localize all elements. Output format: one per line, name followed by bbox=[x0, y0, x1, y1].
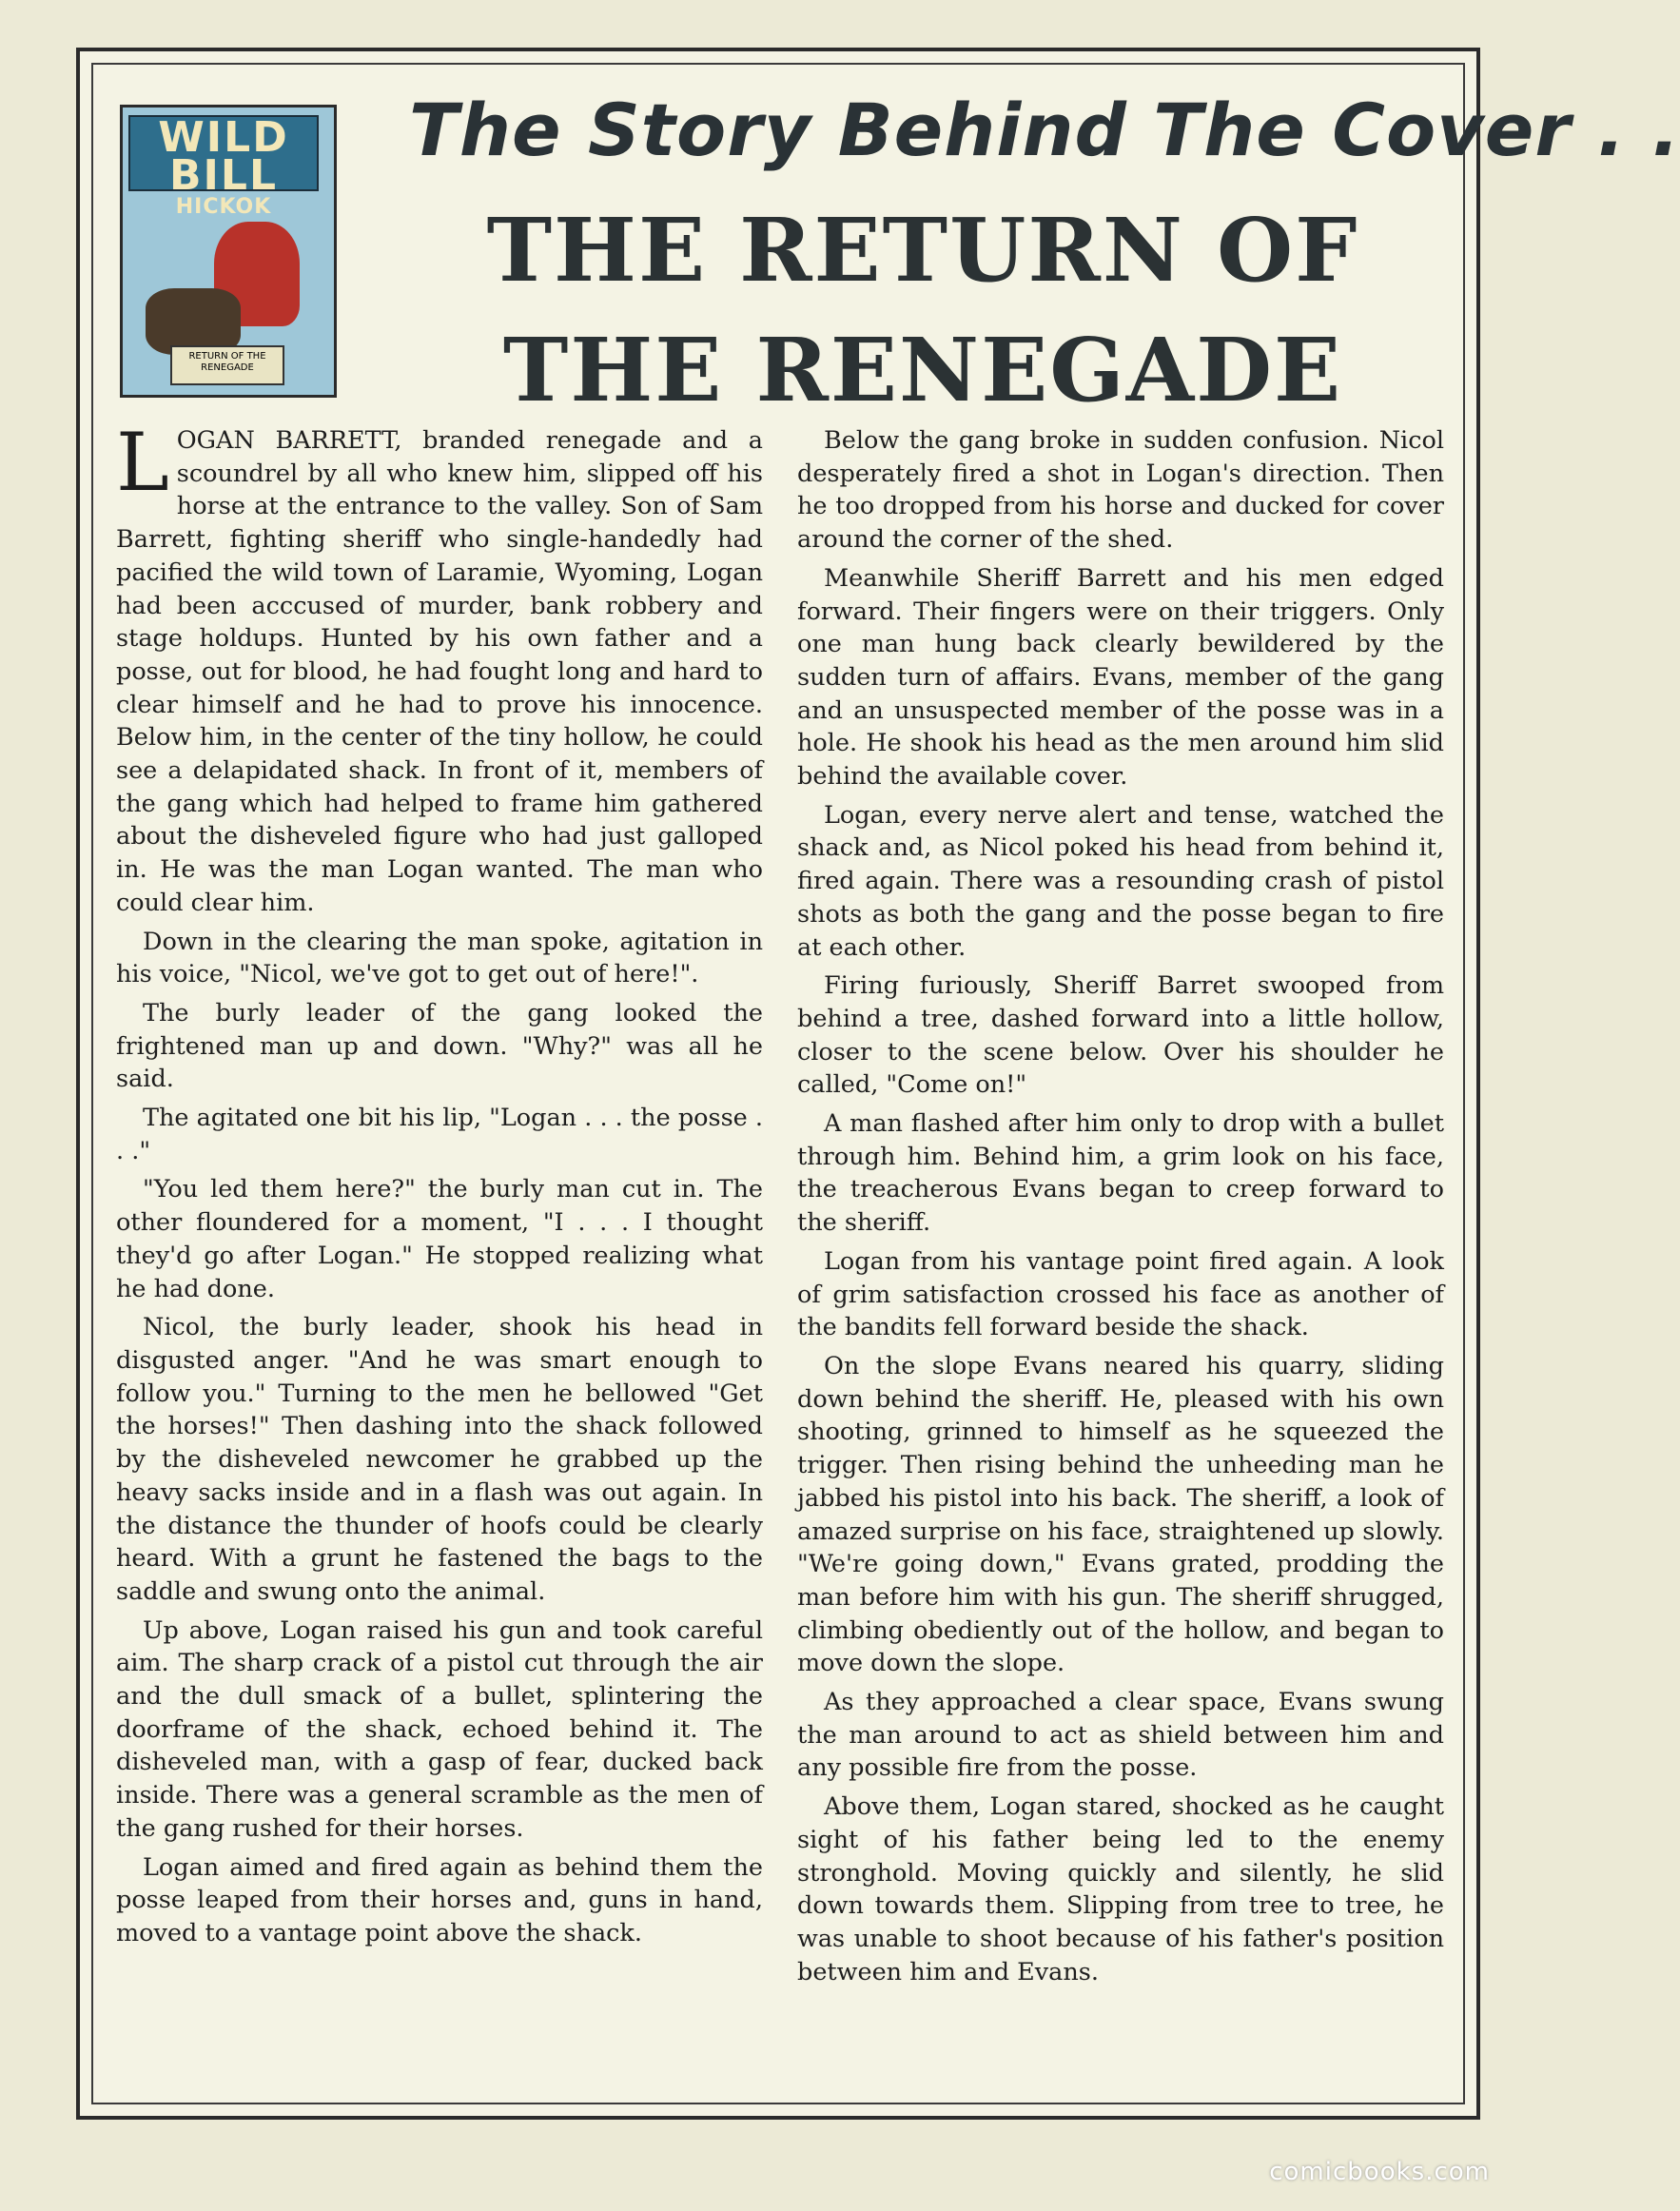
paragraph: Nicol, the burly leader, shook his head in disgusted anger. "And he was smart enough to follow you." Turning to the men he bellowed "Get the horses!" Then dashing into the shack followed by the disheveled newcomer he grabbed up the heavy sacks inside and in a flash was out again. In the distance the thunder of hoofs could be clearly heard. With a grunt he fastened the bags to the saddle and swung onto the animal. bbox=[116, 1313, 763, 1606]
article-column-right bbox=[797, 424, 1444, 1994]
title-line-1: THE RETURN OF bbox=[486, 199, 1359, 302]
paragraph: Meanwhile Sheriff Barrett and his men edged forward. Their fingers were on their triggers. Only one man hung back clearly bewildered by the sudden turn of affairs. Evans, member of the gang and an unsuspected member of the posse was in a hole. He shook his head as the men around him slid behind the available cover. bbox=[797, 563, 1444, 792]
story-kicker: The Story Behind The Cover . . bbox=[409, 88, 1680, 172]
paragraph: The agitated one bit his lip, "Logan . . . the posse . . ." bbox=[116, 1104, 763, 1165]
title-line-2: THE RENEGADE bbox=[502, 319, 1343, 421]
paragraph: Firing furiously, Sheriff Barret swooped from behind a tree, dashed forward into a little hollow, closer to the scene below. Over his shoulder he called, "Come on!" bbox=[797, 971, 1444, 1100]
paragraph: On the slope Evans neared his quarry, sliding down behind the sheriff. He, pleased with his own shooting, grinned to himself as he squeezed the trigger. Then rising behind the unheeding man he jabbed his pistol into his back. The sheriff, a look of amazed surprise on his face, straightened up slowly. "We're going down," Evans grated, prodding the man before him with his gun. The sheriff shrugged, climbing obediently out of the hollow, and began to move down the slope. bbox=[797, 1351, 1444, 1678]
paragraph: Above them, Logan stared, shocked as he caught sight of his father being led to the enemy stronghold. Moving quickly and silently, he slid down towards them. Slipping from tree to tree, he was unable to shoot because of his father's position between him and Evans. bbox=[797, 1792, 1444, 1986]
paragraph: A man flashed after him only to drop with a bullet through him. Behind him, a grim look on his face, the treacherous Evans began to creep forward to the sheriff. bbox=[797, 1109, 1444, 1238]
cover-thumbnail bbox=[120, 105, 337, 398]
paragraph: Below the gang broke in sudden confusion. Nicol desperately fired a shot in Logan's direction. Then he too dropped from his horse and ducked for cover around the corner of the shed. bbox=[797, 426, 1444, 555]
cover-logo-sub: HICKOK bbox=[175, 195, 272, 219]
paragraph: As they approached a clear space, Evans swung the man around to act as shield between him and any possible fire from the posse. bbox=[797, 1688, 1444, 1783]
story-title bbox=[381, 190, 1465, 430]
article-column-left bbox=[116, 416, 763, 1956]
paragraph: Down in the clearing the man spoke, agitation in his voice, "Nicol, we've got to get out of here!". bbox=[116, 927, 763, 989]
paragraph: Logan aimed and fired again as behind them the posse leaped from their horses and, guns in hand, moved to a vantage point above the shack. bbox=[116, 1852, 763, 1947]
cover-logo-main: WILD BILL bbox=[158, 113, 289, 200]
paragraph: Logan, every nerve alert and tense, watched the shack and, as Nicol poked his head from behind it, fired again. There was a resounding crash of pistol shots as both the gang and the posse began to fire at each other. bbox=[797, 800, 1444, 962]
paragraph: The burly leader of the gang looked the frightened man up and down. "Why?" was all he said. bbox=[116, 998, 763, 1094]
cover-logo bbox=[128, 113, 319, 219]
paragraph: "You led them here?" the burly man cut in. The other floundered for a moment, "I . . . I thought they'd go after Logan." He stopped realizing what he had done. bbox=[116, 1175, 763, 1303]
paragraph: LOGAN BARRETT, branded renegade and a scoundrel by all who knew him, slipped off his horse at the entrance to the valley. Son of Sam Barrett, fighting sheriff who single-handedly had pacified the wild town of Laramie, Wyoming, Logan had been acccused of murder, bank robbery and stage holdups. Hunted by his own father and a posse, out for blood, he had fought long and hard to clear himself and he had to prove his innocence. Below him, in the center of the tiny hollow, he could see a delapidated shack. In front of it, members of the gang which had helped to frame him gathered about the disheveled figure who had just galloped in. He was the man Logan wanted. The man who could clear him. bbox=[116, 416, 763, 917]
cover-caption: RETURN OF THE RENEGADE bbox=[170, 345, 284, 385]
watermark: comicbooks.com bbox=[1269, 2158, 1490, 2186]
paragraph: Up above, Logan raised his gun and took careful aim. The sharp crack of a pistol cut through the air and the dull smack of a bullet, splintering the doorframe of the shack, echoed behind it. The disheveled man, with a gasp of fear, ducked back inside. There was a general scramble as the men of the gang rushed for their horses. bbox=[116, 1615, 763, 1843]
drop-cap: L bbox=[116, 416, 169, 509]
paragraph: Logan from his vantage point fired again. A look of grim satisfaction crossed his face as another of the bandits fell forward beside the shack. bbox=[797, 1246, 1444, 1342]
